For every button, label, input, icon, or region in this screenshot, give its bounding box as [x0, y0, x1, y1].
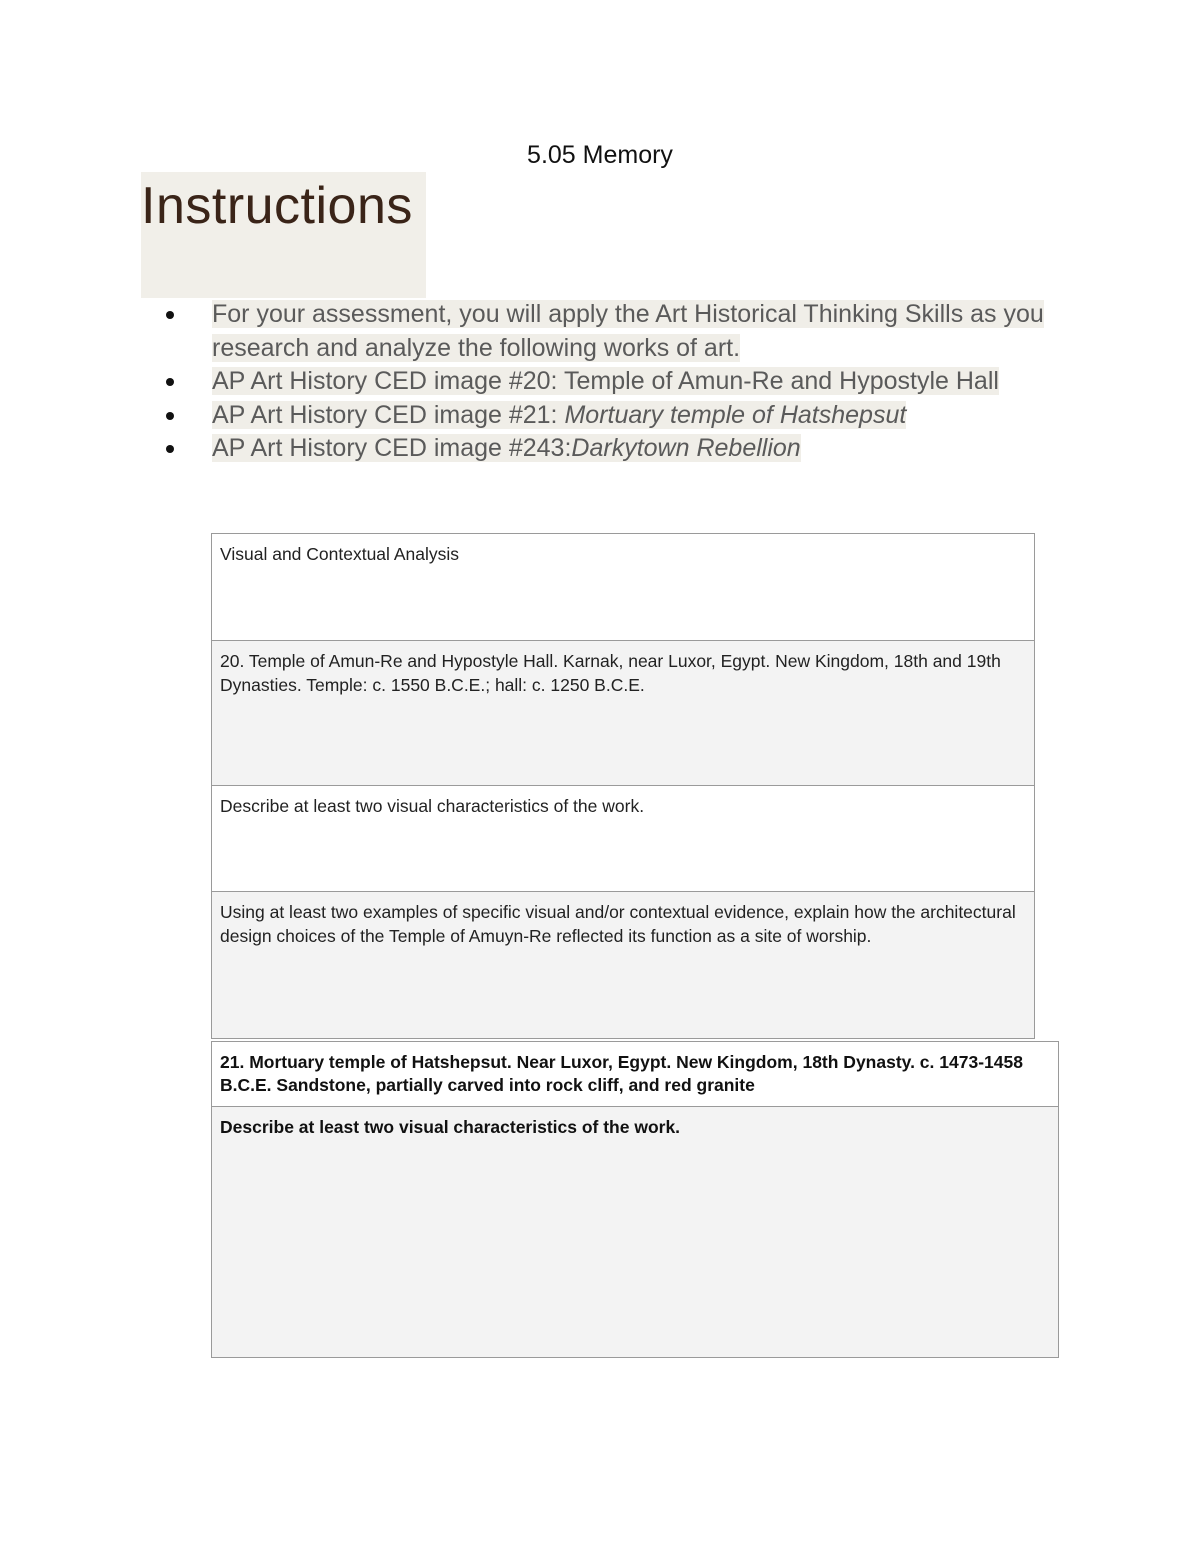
- bullet-icon: [166, 311, 174, 319]
- question-cell[interactable]: Using at least two examples of specific visual and/or contextual evidence, explain how the architectural design choices of the Temple of Amuyn-Re reflected its function as a site of worship.: [212, 892, 1035, 1039]
- bullet-text: AP Art History CED image #20: Temple of Amun-Re and Hypostyle Hall: [212, 367, 999, 395]
- table-row: [212, 534, 1035, 641]
- instructions-bullet-list: [160, 298, 1060, 466]
- analysis-table-temple-amun-re: [211, 533, 1035, 1039]
- page-title: 5.05 Memory: [527, 141, 673, 169]
- bullet-text: For your assessment, you will apply the Art Historical Thinking Skills as you research and analyze the following works of art.: [212, 300, 1044, 362]
- bullet-icon: [166, 412, 174, 420]
- bullet-text: AP Art History CED image #243:: [212, 434, 572, 462]
- bullet-italic-title: Darkytown Rebellion: [571, 434, 801, 462]
- bullet-text: AP Art History CED image #21:: [212, 400, 565, 429]
- instructions-heading: Instructions: [141, 177, 413, 235]
- table-row: [212, 1042, 1059, 1107]
- table-row: [212, 641, 1035, 786]
- artwork-citation-cell[interactable]: 21. Mortuary temple of Hatshepsut. Near Luxor, Egypt. New Kingdom, 18th Dynasty. c. 1473-1458 B.C.E. Sandstone, partially carved into rock cliff, and red granite: [212, 1042, 1059, 1107]
- table-row: [212, 786, 1035, 892]
- table-row: [212, 892, 1035, 1039]
- analysis-table-hatshepsut: [211, 1041, 1059, 1358]
- list-item: [160, 399, 1060, 433]
- bullet-italic-title: Mortuary temple of Hatshepsut: [564, 400, 907, 429]
- question-cell[interactable]: Describe at least two visual characteristics of the work.: [212, 1107, 1059, 1358]
- question-cell[interactable]: Describe at least two visual characteristics of the work.: [212, 786, 1035, 892]
- list-item: [160, 432, 1060, 466]
- list-item: [160, 298, 1060, 365]
- table-row: [212, 1107, 1059, 1358]
- bullet-icon: [166, 378, 174, 386]
- bullet-icon: [166, 445, 174, 453]
- artwork-citation-cell[interactable]: 20. Temple of Amun-Re and Hypostyle Hall. Karnak, near Luxor, Egypt. New Kingdom, 18th and 19th Dynasties. Temple: c. 1550 B.C.E.; hall: c. 1250 B.C.E.: [212, 641, 1035, 786]
- table-header-cell[interactable]: Visual and Contextual Analysis: [212, 534, 1035, 641]
- list-item: [160, 365, 1060, 399]
